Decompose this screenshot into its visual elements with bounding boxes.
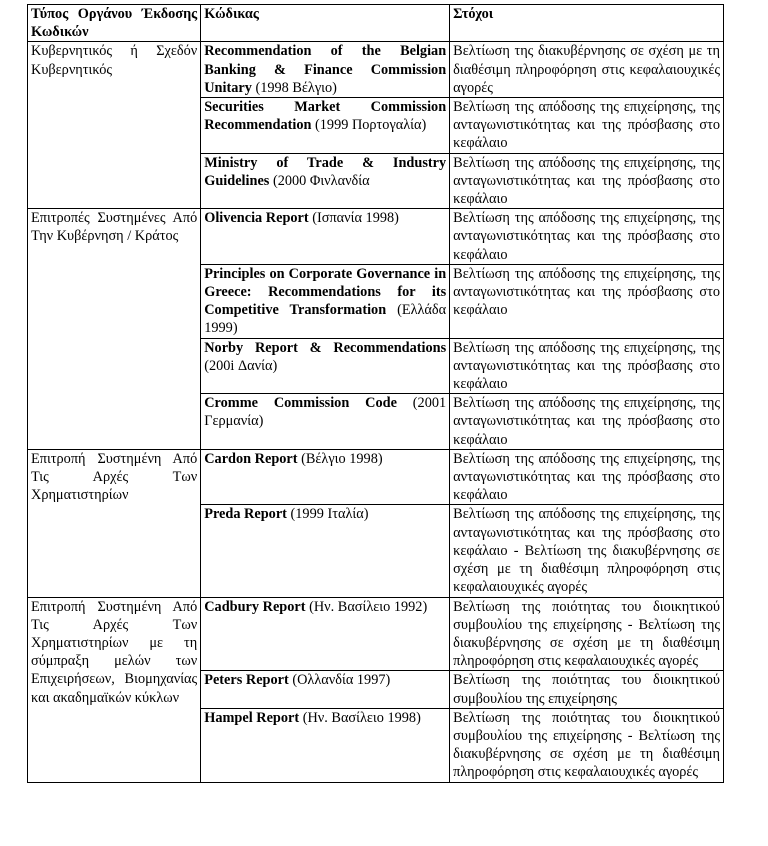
code-name: Cadbury Report [204, 598, 306, 615]
code-name: Principles on Corporate Governance in Greece: Recommendations for its Competitive Transformation [204, 265, 447, 319]
code-name: Peters Report [204, 672, 289, 689]
goal-cell: Βελτίωση της απόδοσης της επιχείρησης, της ανταγωνιστικότητας και της πρόσβασης στο κεφάλαιο - Βελτίωση της διακυβέρνησης σε σχέση με τη διαθέσιμη πληροφόρηση στις κεφαλαιουχικές αγορές [450, 505, 724, 597]
code-name: Olivencia Report [204, 210, 309, 227]
goal-cell: Βελτίωση της ποιότητας του διοικητικού συμβουλίου της επιχείρησης - Βελτίωση της διακυβέρνησης σε σχέση με τη διαθέσιμη πληροφόρηση στις κεφαλαιουχικές αγορές [450, 708, 724, 782]
code-origin: (Ελλάδα 1999) [204, 302, 447, 337]
table-row [28, 449, 724, 505]
header-issuer-type: Τύπος Οργάνου Έκδοσης Κωδικών [28, 5, 201, 42]
code-origin: (Ολλανδία 1997) [292, 672, 391, 689]
code-name: Ministry of Trade & Industry Guidelines [204, 154, 447, 189]
code-cell [201, 98, 450, 154]
code-origin: (Ην. Βασίλειο 1992) [309, 598, 428, 615]
code-cell [201, 209, 450, 265]
code-cell [201, 505, 450, 597]
code-cell [201, 42, 450, 98]
table-row [28, 209, 724, 265]
goal-cell: Βελτίωση της απόδοσης της επιχείρησης, της ανταγωνιστικότητας και της πρόσβασης στο κεφάλαιο [450, 338, 724, 394]
code-cell [201, 394, 450, 450]
code-cell [201, 338, 450, 394]
code-origin: (1999 Ιταλία) [290, 506, 369, 523]
code-cell [201, 264, 450, 338]
code-name: Preda Report [204, 506, 287, 523]
code-name: Cardon Report [204, 450, 298, 467]
code-cell [201, 449, 450, 505]
goal-cell: Βελτίωση της απόδοσης της επιχείρησης, της ανταγωνιστικότητας και της πρόσβασης στο κεφάλαιο [450, 394, 724, 450]
code-name: Recommendation of the Belgian Banking & Finance Commission Unitary [204, 43, 447, 96]
table-row [28, 42, 724, 98]
code-name: Hampel Report [204, 709, 300, 726]
issuer-type-cell: Επιτροπές Συστημένες Από Την Κυβέρνηση / Κράτος [28, 209, 201, 450]
header-code: Κώδικας [201, 5, 450, 42]
goal-cell: Βελτίωση της απόδοσης της επιχείρησης, της ανταγωνιστικότητας και της πρόσβασης στο κεφάλαιο [450, 264, 724, 338]
document-page [27, 4, 724, 783]
table-header-row [28, 5, 724, 42]
code-origin: (Ην. Βασίλειο 1998) [302, 709, 421, 726]
goal-cell: Βελτίωση της διακυβέρνησης σε σχέση με τη διαθέσιμη πληροφόρηση στις κεφαλαιουχικές αγορές [450, 42, 724, 98]
goal-cell: Βελτίωση της απόδοσης της επιχείρησης, της ανταγωνιστικότητας και της πρόσβασης στο κεφάλαιο [450, 449, 724, 505]
goal-cell: Βελτίωση της απόδοσης της επιχείρησης, της ανταγωνιστικότητας και της πρόσβασης στο κεφάλαιο [450, 153, 724, 209]
goal-cell: Βελτίωση της απόδοσης της επιχείρησης, της ανταγωνιστικότητας και της πρόσβασης στο κεφάλαιο [450, 98, 724, 154]
code-name: Securities Market Commission Recommendation [204, 99, 447, 134]
goal-cell: Βελτίωση της απόδοσης της επιχείρησης, της ανταγωνιστικότητας και της πρόσβασης στο κεφάλαιο [450, 209, 724, 265]
code-origin: (1998 Βέλγιο) [255, 79, 337, 96]
header-goals: Στόχοι [450, 5, 724, 42]
code-origin: (200i Δανία) [204, 357, 278, 374]
issuer-type-cell: Κυβερνητικός ή Σχεδόν Κυβερνητικός [28, 42, 201, 209]
code-cell [201, 153, 450, 209]
code-name: Norby Report & Recommendations [204, 339, 447, 356]
code-origin: (2000 Φινλανδία [272, 172, 370, 189]
code-cell [201, 597, 450, 671]
code-origin: (Βέλγιο 1998) [301, 450, 383, 467]
code-origin: (2001 Γερμανία) [204, 395, 447, 430]
issuer-type-cell: Επιτροπή Συστημένη Από Τις Αρχές Των Χρηματιστηρίων [28, 449, 201, 597]
table-row [28, 597, 724, 671]
codes-table [27, 4, 724, 783]
code-origin: (Ισπανία 1998) [312, 210, 399, 227]
code-cell [201, 708, 450, 782]
code-name: Cromme Commission Code [204, 395, 397, 412]
code-cell [201, 671, 450, 708]
code-origin: (1999 Πορτογαλία) [315, 117, 427, 134]
goal-cell: Βελτίωση της ποιότητας του διοικητικού συμβουλίου της επιχείρησης - Βελτίωση της διακυβέρνησης σε σχέση με τη διαθέσιμη πληροφόρηση στις κεφαλαιουχικές αγορές [450, 597, 724, 671]
issuer-type-cell: Επιτροπή Συστημένη Από Τις Αρχές Των Χρηματιστηρίων με τη σύμπραξη μελών των Επιχειρήσεων, Βιομηχανίας και ακαδημαϊκών κύκλων [28, 597, 201, 782]
goal-cell: Βελτίωση της ποιότητας του διοικητικού συμβουλίου της επιχείρησης [450, 671, 724, 708]
